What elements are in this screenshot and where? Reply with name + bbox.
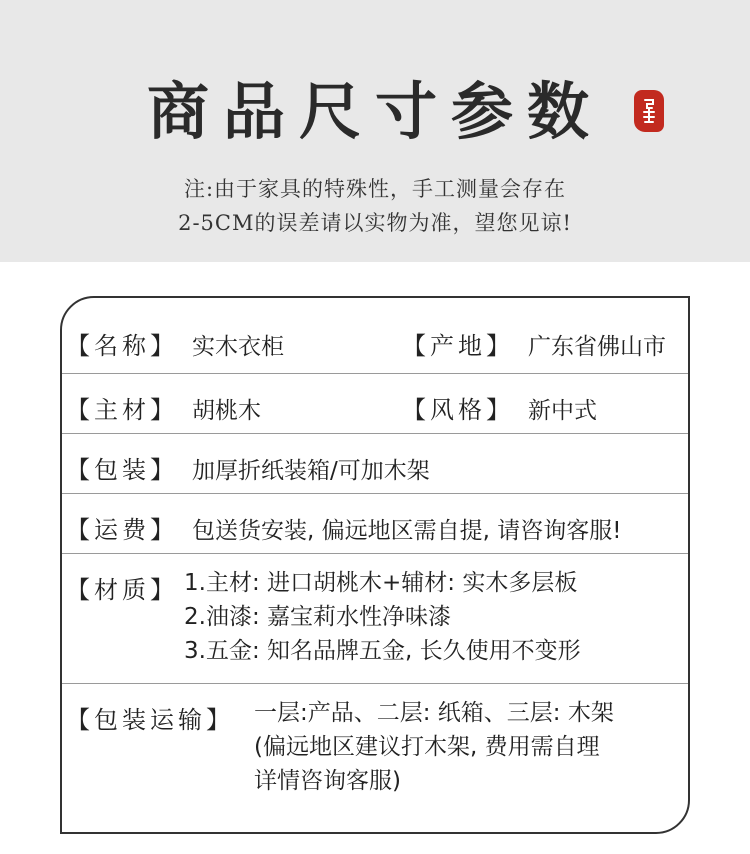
transport-line-2: (偏远地区建议打木架, 费用需自理 — [254, 734, 600, 760]
shipping-label: 【运费】 — [66, 516, 178, 544]
seal-glyph-icon — [639, 96, 659, 126]
spec-row-quality — [62, 554, 688, 684]
transport-line-1: 一层:产品、二层: 纸箱、三层: 木架 — [254, 700, 614, 726]
transport-line-3: 详情咨询客服) — [254, 768, 401, 794]
origin-label: 【产地】 — [402, 332, 514, 360]
style-label: 【风格】 — [402, 396, 514, 424]
note-line-1: 注:由于家具的特殊性，手工测量会存在 — [183, 177, 567, 201]
shipping-value: 包送货安装, 偏远地区需自提, 请咨询客服! — [192, 518, 622, 544]
quality-lines — [184, 566, 581, 668]
material-value: 胡桃木 — [192, 398, 261, 424]
name-label: 【名称】 — [66, 332, 178, 360]
quality-label: 【材质】 — [66, 576, 178, 604]
style-value: 新中式 — [528, 398, 597, 424]
transport-label: 【包装运输】 — [66, 706, 234, 734]
spec-row-package — [62, 434, 688, 494]
quality-line-1: 1.主材: 进口胡桃木+辅材: 实木多层板 — [184, 570, 578, 596]
transport-lines — [254, 696, 614, 798]
quality-line-3: 3.五金: 知名品牌五金, 长久使用不变形 — [184, 638, 581, 664]
spec-row-shipping — [62, 494, 688, 554]
spec-row-material-style — [62, 374, 688, 434]
spec-row-name-origin — [62, 298, 688, 374]
spec-card — [60, 296, 690, 834]
origin-value: 广东省佛山市 — [528, 334, 666, 360]
note-line-2: 2-5CM的误差请以实物为准，望您见谅! — [178, 211, 572, 235]
note-text — [0, 172, 750, 240]
spec-row-transport — [62, 684, 688, 834]
header-banner — [0, 0, 750, 262]
seal-stamp-icon — [634, 90, 664, 132]
package-value: 加厚折纸装箱/可加木架 — [192, 458, 430, 484]
name-value: 实木衣柜 — [192, 334, 284, 360]
page-title: 商品尺寸参数 — [146, 75, 603, 148]
package-label: 【包装】 — [66, 456, 178, 484]
quality-line-2: 2.油漆: 嘉宝莉水性净味漆 — [184, 604, 452, 630]
material-label: 【主材】 — [66, 396, 178, 424]
